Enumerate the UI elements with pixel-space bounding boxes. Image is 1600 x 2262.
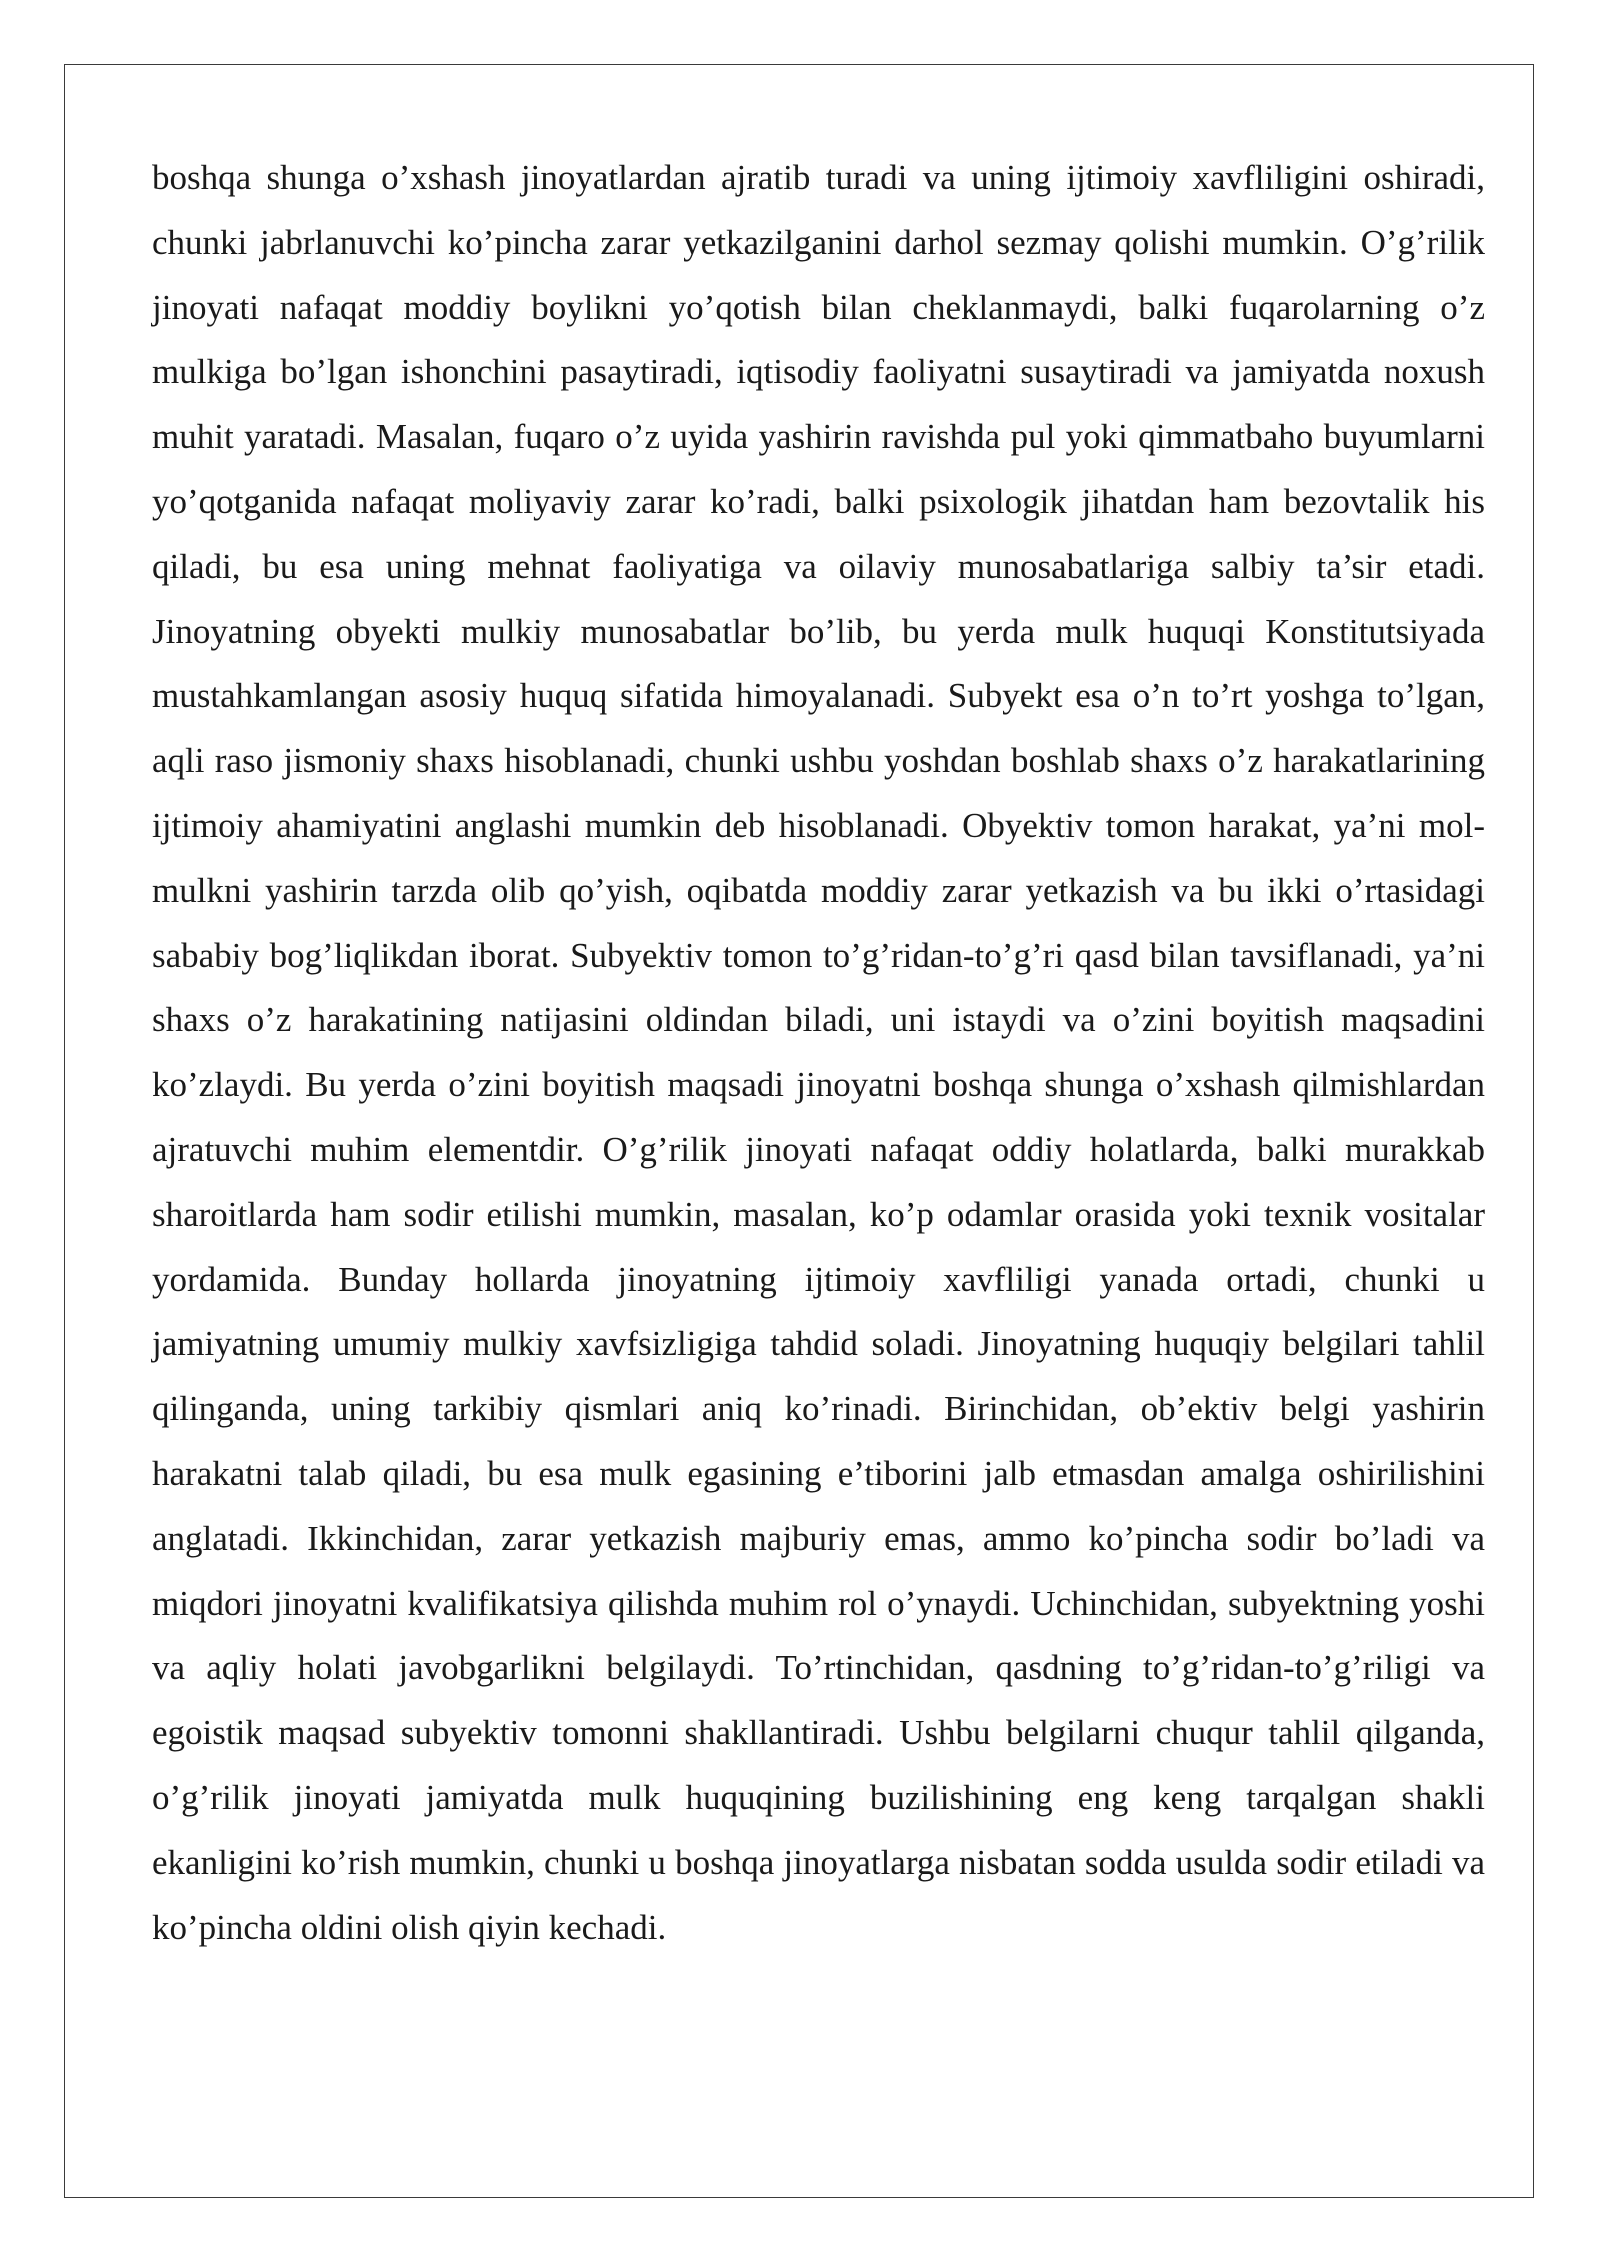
body-paragraph: boshqa shunga o’xshash jinoyatlardan ajratib turadi va uning ijtimoiy xavfliligini oshiradi, chunki jabrlanuvchi ko’pincha zarar yetkazilganini darhol sezmay qolishi mumkin. O’g’rilik jinoyati nafaqat moddiy boylikni yo’qotish bilan cheklanmaydi, balki fuqarolarning o’z mulkiga bo’lgan ishonchini pasaytiradi, iqtisodiy faoliyatni susaytiradi va jamiyatda noxush muhit yaratadi. Masalan, fuqaro o’z uyida yashirin ravishda pul yoki qimmatbaho buyumlarni yo’qotganida nafaqat moliyaviy zarar ko’radi, balki psixologik jihatdan ham bezovtalik his qiladi, bu esa uning mehnat faoliyatiga va oilaviy munosabatlariga salbiy ta’sir etadi. Jinoyatning obyekti mulkiy munosabatlar bo’lib, bu yerda mulk huquqi Konstitutsiyada mustahkamlangan asosiy huquq sifatida himoyalanadi. Subyekt esa o’n to’rt yoshga to’lgan, aqli raso jismoniy shaxs hisoblanadi, chunki ushbu yoshdan boshlab shaxs o’z harakatlarining ijtimoiy ahamiyatini anglashi mumkin deb hisoblanadi. Obyektiv tomon harakat, ya’ni mol-mulkni yashirin tarzda olib qo’yish, oqibatda moddiy zarar yetkazish va bu ikki o’rtasidagi sababiy bog’liqlikdan iborat. Subyektiv tomon to’g’ridan-to’g’ri qasd bilan tavsiflanadi, ya’ni shaxs o’z harakatining natijasini oldindan biladi, uni istaydi va o’zini boyitish maqsadini ko’zlaydi. Bu yerda o’zini boyitish maqsadi jinoyatni boshqa shunga o’xshash qilmishlardan ajratuvchi muhim elementdir. O’g’rilik jinoyati nafaqat oddiy holatlarda, balki murakkab sharoitlarda ham sodir etilishi mumkin, masalan, ko’p odamlar orasida yoki texnik vositalar yordamida. Bunday hollarda jinoyatning ijtimoiy xavfliligi yanada ortadi, chunki u jamiyatning umumiy mulkiy xavfsizligiga tahdid soladi. Jinoyatning huquqiy belgilari tahlil qilinganda, uning tarkibiy qismlari aniq ko’rinadi. Birinchidan, ob’ektiv belgi yashirin harakatni talab qiladi, bu esa mulk egasining e’tiborini jalb etmasdan amalga oshirilishini anglatadi. Ikkinchidan, zarar yetkazish majburiy emas, ammo ko’pincha sodir bo’ladi va miqdori jinoyatni kvalifikatsiya qilishda muhim rol o’ynaydi. Uchinchidan, subyektning yoshi va aqliy holati javobgarlikni belgilaydi. To’rtinchidan, qasdning to’g’ridan-to’g’riligi va egoistik maqsad subyektiv tomonni shakllantiradi. Ushbu belgilarni chuqur tahlil qilganda, o’g’rilik jinoyati jamiyatda mulk huquqining buzilishining eng keng tarqalgan shakli ekanligini ko’rish mumkin, chunki u boshqa jinoyatlarga nisbatan sodda usulda sodir etiladi va ko’pincha oldini olish qiyin kechadi. (152, 158, 1485, 1947)
